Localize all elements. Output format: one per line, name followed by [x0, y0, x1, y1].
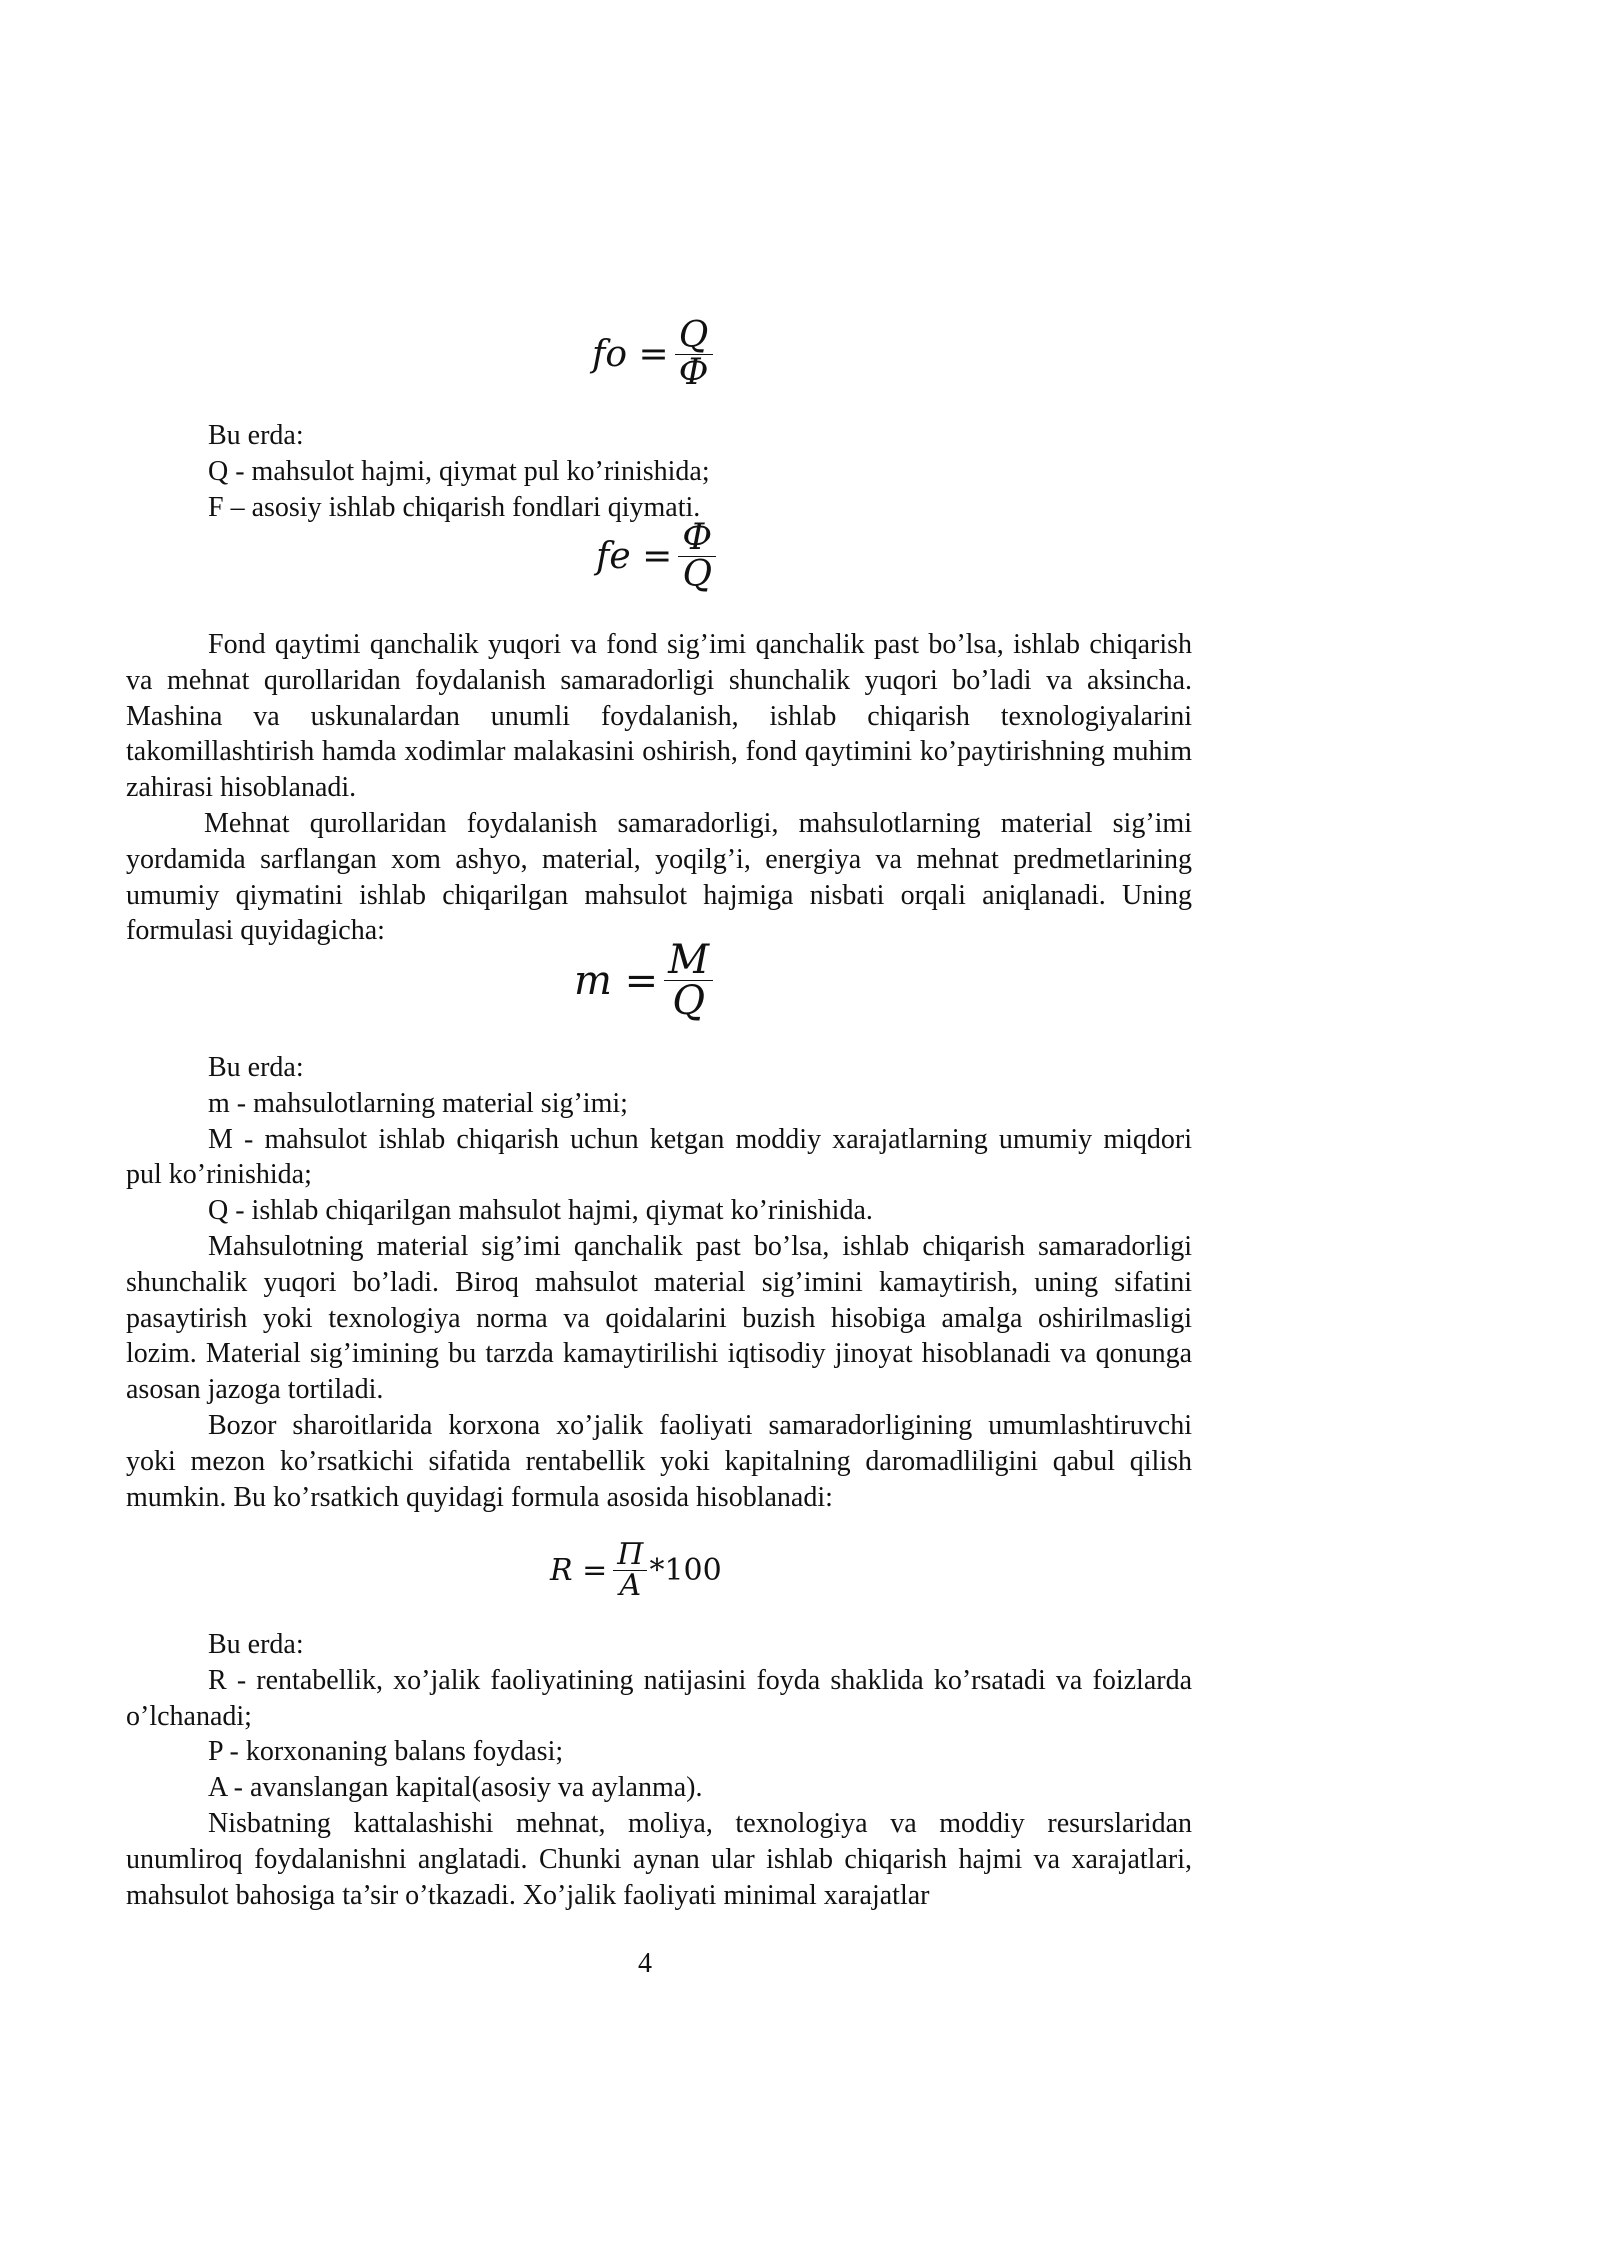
formula-lhs: R = — [550, 1553, 608, 1588]
fraction — [675, 315, 713, 393]
denominator: A — [619, 1568, 642, 1603]
definitions-block-1 — [126, 418, 1192, 525]
paragraph: Nisbatning kattalashishi mehnat, moliya, texnologiya va moddiy resurslaridan unumliroq foydalanishni anglatadi. Chunki aynan ular ishlab chiqarish hajmi va xarajatlari, mahsulot bahosiga ta’sir o’tkazadi. Xo’jalik faoliyati minimal xarajatlar — [126, 1807, 1192, 1911]
fraction — [678, 517, 716, 595]
bu-erda-label: Bu erda: — [208, 420, 304, 451]
page-number: 4 — [638, 1948, 652, 1979]
formula-fund-return — [592, 315, 713, 393]
numerator: Q — [678, 315, 709, 356]
formula-material-capacity — [574, 937, 713, 1024]
formula-fund-capacity — [596, 517, 716, 595]
bu-erda-label: Bu erda: — [208, 1052, 304, 1083]
formula-multiplier: *100 — [649, 1553, 722, 1588]
formula-profitability — [550, 1537, 722, 1603]
definition-f: F – asosiy ishlab chiqarish fondlari qiymati. — [208, 491, 701, 523]
formula-lhs: fe = — [596, 536, 673, 577]
definition-q: Q - mahsulot hajmi, qiymat pul ko’rinishida; — [208, 455, 710, 487]
paragraph: Bozor sharoitlarida korxona xo’jalik faoliyati samaradorligining umumlashtiruvchi yoki mezon ko’rsatkichi sifatida rentabellik yoki kapitalning daromadliligini qabul qilish mumkin. Bu ko’rsatkich quyidagi formula asosida hisoblanadi: — [126, 1409, 1192, 1513]
definition-R: R - rentabellik, xo’jalik faoliyatining natijasini foyda shaklida ko’rsatadi va foizlarda o’lchanadi; — [126, 1664, 1192, 1732]
body-block-2 — [126, 627, 1192, 949]
denominator: Ф — [678, 352, 709, 393]
fraction — [613, 1537, 647, 1603]
bu-erda-label: Bu erda: — [208, 1629, 304, 1660]
paragraph: Fond qaytimi qanchalik yuqori va fond sig’imi qanchalik past bo’lsa, ishlab chiqarish va mehnat qurollaridan foydalanish samaradorligi shunchalik yuqori bo’ladi va aksincha. Mashina va uskunalardan unumli foydalanish, ishlab chiqarish texnologiyalarini takomillashtirish hamda xodimlar malakasini oshirish, fond qaytimini ko’paytirishning muhim zahirasi hisoblanadi. — [126, 629, 1192, 804]
definition-m: m - mahsulotlarning material sig’imi; — [208, 1087, 628, 1119]
numerator: П — [617, 1537, 644, 1572]
numerator: M — [668, 937, 710, 983]
body-block-4 — [126, 1627, 1192, 1913]
definition-M: M - mahsulot ishlab chiqarish uchun ketgan moddiy xarajatlarning umumiy miqdori pul ko’rinishida; — [126, 1123, 1192, 1191]
denominator: Q — [672, 978, 706, 1024]
body-block-3 — [126, 1050, 1192, 1515]
fraction — [664, 937, 713, 1024]
numerator: Ф — [682, 517, 713, 558]
formula-lhs: m = — [574, 957, 659, 1004]
formula-lhs: fo = — [592, 334, 669, 375]
definition-A: A - avanslangan kapital(asosiy va aylanma). — [208, 1772, 703, 1804]
denominator: Q — [682, 554, 712, 595]
paragraph: Mehnat qurollaridan foydalanish samaradorligi, mahsulotlarning material sig’imi yordamida sarflangan xom ashyo, material, yoqilg’i, energiya va mehnat predmetlarining umumiy qiymatini ishlab chiqarilgan mahsulot hajmiga nisbati orqali aniqlanadi. Uning formulasi quyidagicha: — [126, 807, 1192, 947]
definition-P: P - korxonaning balans foydasi; — [208, 1736, 564, 1768]
definition-Q: Q - ishlab chiqarilgan mahsulot hajmi, qiymat ko’rinishida. — [208, 1195, 873, 1227]
paragraph: Mahsulotning material sig’imi qanchalik past bo’lsa, ishlab chiqarish samaradorligi shunchalik yuqori bo’ladi. Biroq mahsulot material sig’imini kamaytirish, uning sifatini pasaytirish yoki texnologiya norma va qoidalarini buzish hisobiga amalga oshirilmasligi lozim. Material sig’imining bu tarzda kamaytirilishi iqtisodiy jinoyat hisoblanadi va qonunga asosan jazoga tortiladi. — [126, 1230, 1192, 1406]
